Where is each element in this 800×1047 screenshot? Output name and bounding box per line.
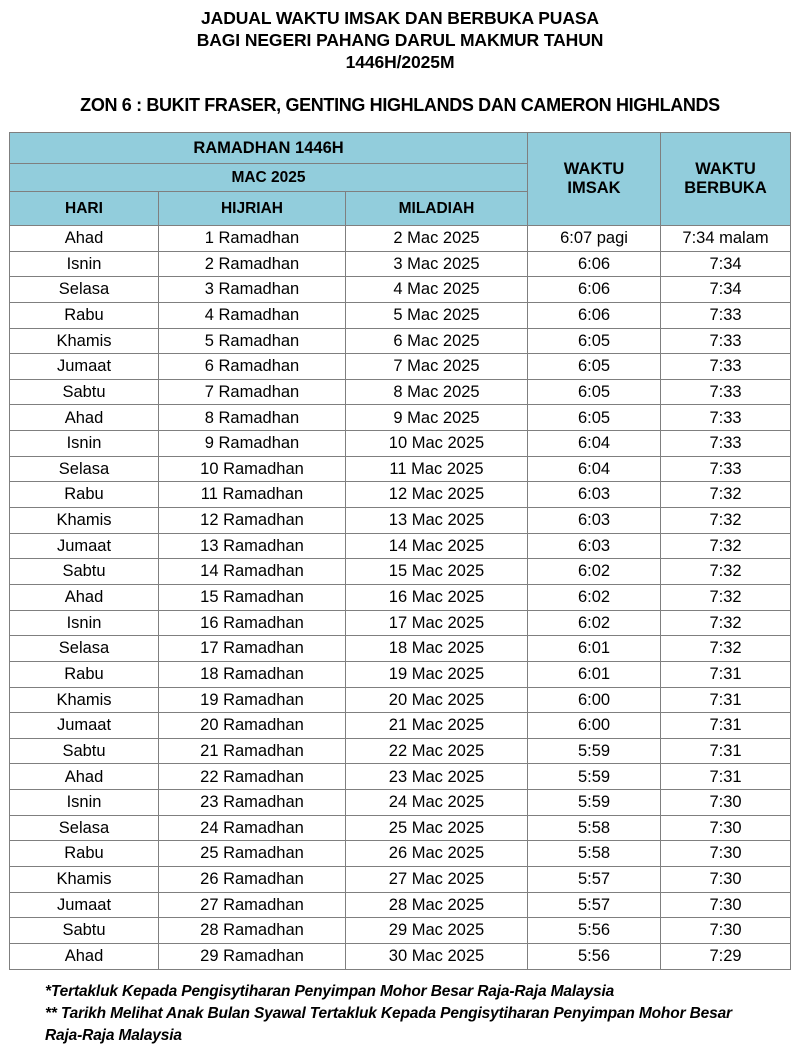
footnotes xyxy=(45,981,765,1047)
cell-imsak: 5:57 xyxy=(528,892,661,918)
cell-hari: Sabtu xyxy=(10,379,159,405)
cell-hari: Ahad xyxy=(10,764,159,790)
cell-miladiah: 7 Mac 2025 xyxy=(346,354,528,380)
cell-hijriah: 12 Ramadhan xyxy=(159,508,346,534)
cell-hijriah: 14 Ramadhan xyxy=(159,559,346,585)
cell-hijriah: 3 Ramadhan xyxy=(159,277,346,303)
cell-hari: Jumaat xyxy=(10,713,159,739)
cell-hijriah: 15 Ramadhan xyxy=(159,584,346,610)
cell-hari: Jumaat xyxy=(10,892,159,918)
cell-berbuka: 7:31 xyxy=(661,764,791,790)
cell-berbuka: 7:32 xyxy=(661,559,791,585)
cell-miladiah: 17 Mac 2025 xyxy=(346,610,528,636)
header-hari: HARI xyxy=(10,192,159,226)
table-row xyxy=(10,636,791,662)
cell-berbuka: 7:30 xyxy=(661,892,791,918)
cell-imsak: 5:59 xyxy=(528,764,661,790)
cell-hijriah: 4 Ramadhan xyxy=(159,302,346,328)
cell-berbuka: 7:34 xyxy=(661,277,791,303)
cell-berbuka: 7:30 xyxy=(661,841,791,867)
cell-miladiah: 26 Mac 2025 xyxy=(346,841,528,867)
cell-miladiah: 5 Mac 2025 xyxy=(346,302,528,328)
cell-miladiah: 6 Mac 2025 xyxy=(346,328,528,354)
cell-hari: Ahad xyxy=(10,584,159,610)
header-waktu-imsak xyxy=(528,133,661,226)
cell-imsak: 6:03 xyxy=(528,482,661,508)
cell-hijriah: 26 Ramadhan xyxy=(159,867,346,893)
cell-miladiah: 16 Mac 2025 xyxy=(346,584,528,610)
cell-berbuka: 7:33 xyxy=(661,431,791,457)
cell-hijriah: 13 Ramadhan xyxy=(159,533,346,559)
cell-imsak: 6:01 xyxy=(528,661,661,687)
header-waktu-imsak-line2: IMSAK xyxy=(567,179,621,197)
cell-berbuka: 7:33 xyxy=(661,302,791,328)
cell-miladiah: 3 Mac 2025 xyxy=(346,251,528,277)
table-row xyxy=(10,892,791,918)
table-row xyxy=(10,661,791,687)
cell-berbuka: 7:32 xyxy=(661,584,791,610)
table-row xyxy=(10,456,791,482)
cell-imsak: 6:00 xyxy=(528,687,661,713)
table-row xyxy=(10,867,791,893)
table-row xyxy=(10,482,791,508)
cell-hijriah: 22 Ramadhan xyxy=(159,764,346,790)
cell-miladiah: 21 Mac 2025 xyxy=(346,713,528,739)
table-row xyxy=(10,764,791,790)
cell-hari: Rabu xyxy=(10,661,159,687)
cell-berbuka: 7:31 xyxy=(661,738,791,764)
cell-imsak: 6:06 xyxy=(528,302,661,328)
header-row-group xyxy=(10,133,791,164)
cell-berbuka: 7:32 xyxy=(661,533,791,559)
cell-imsak: 5:58 xyxy=(528,841,661,867)
table-row xyxy=(10,943,791,969)
header-ramadhan: RAMADHAN 1446H xyxy=(10,133,528,164)
cell-imsak: 5:58 xyxy=(528,815,661,841)
schedule-table-wrapper xyxy=(9,132,790,970)
table-row xyxy=(10,790,791,816)
cell-hijriah: 16 Ramadhan xyxy=(159,610,346,636)
table-row xyxy=(10,918,791,944)
header-waktu-imsak-line1: WAKTU xyxy=(563,160,625,178)
cell-miladiah: 18 Mac 2025 xyxy=(346,636,528,662)
cell-hijriah: 6 Ramadhan xyxy=(159,354,346,380)
cell-berbuka: 7:33 xyxy=(661,405,791,431)
cell-miladiah: 24 Mac 2025 xyxy=(346,790,528,816)
cell-imsak: 5:56 xyxy=(528,943,661,969)
table-row xyxy=(10,379,791,405)
cell-hijriah: 11 Ramadhan xyxy=(159,482,346,508)
cell-miladiah: 28 Mac 2025 xyxy=(346,892,528,918)
cell-hari: Khamis xyxy=(10,867,159,893)
table-row xyxy=(10,251,791,277)
cell-miladiah: 9 Mac 2025 xyxy=(346,405,528,431)
table-row xyxy=(10,559,791,585)
cell-imsak: 6:00 xyxy=(528,713,661,739)
cell-miladiah: 27 Mac 2025 xyxy=(346,867,528,893)
cell-hijriah: 18 Ramadhan xyxy=(159,661,346,687)
cell-berbuka: 7:33 xyxy=(661,354,791,380)
cell-berbuka: 7:33 xyxy=(661,379,791,405)
title-line-1: JADUAL WAKTU IMSAK DAN BERBUKA PUASA xyxy=(201,8,599,28)
cell-miladiah: 2 Mac 2025 xyxy=(346,226,528,252)
cell-hijriah: 21 Ramadhan xyxy=(159,738,346,764)
table-row xyxy=(10,738,791,764)
cell-imsak: 6:05 xyxy=(528,354,661,380)
cell-hari: Selasa xyxy=(10,456,159,482)
cell-hijriah: 27 Ramadhan xyxy=(159,892,346,918)
cell-hijriah: 28 Ramadhan xyxy=(159,918,346,944)
cell-hari: Khamis xyxy=(10,687,159,713)
cell-berbuka: 7:30 xyxy=(661,815,791,841)
cell-imsak: 6:03 xyxy=(528,508,661,534)
cell-hijriah: 29 Ramadhan xyxy=(159,943,346,969)
cell-imsak: 6:05 xyxy=(528,328,661,354)
cell-miladiah: 14 Mac 2025 xyxy=(346,533,528,559)
cell-hijriah: 9 Ramadhan xyxy=(159,431,346,457)
cell-imsak: 6:04 xyxy=(528,431,661,457)
cell-berbuka: 7:32 xyxy=(661,508,791,534)
cell-imsak: 6:06 xyxy=(528,277,661,303)
cell-hijriah: 2 Ramadhan xyxy=(159,251,346,277)
table-body xyxy=(10,226,791,970)
cell-imsak: 6:07 pagi xyxy=(528,226,661,252)
cell-hijriah: 1 Ramadhan xyxy=(159,226,346,252)
cell-berbuka: 7:33 xyxy=(661,456,791,482)
cell-miladiah: 8 Mac 2025 xyxy=(346,379,528,405)
cell-miladiah: 13 Mac 2025 xyxy=(346,508,528,534)
cell-miladiah: 30 Mac 2025 xyxy=(346,943,528,969)
cell-imsak: 6:01 xyxy=(528,636,661,662)
cell-hijriah: 8 Ramadhan xyxy=(159,405,346,431)
table-row xyxy=(10,354,791,380)
cell-hari: Sabtu xyxy=(10,918,159,944)
cell-miladiah: 12 Mac 2025 xyxy=(346,482,528,508)
table-row xyxy=(10,431,791,457)
cell-hari: Isnin xyxy=(10,790,159,816)
cell-hari: Rabu xyxy=(10,482,159,508)
cell-imsak: 5:59 xyxy=(528,738,661,764)
table-row xyxy=(10,713,791,739)
cell-imsak: 6:02 xyxy=(528,610,661,636)
cell-miladiah: 10 Mac 2025 xyxy=(346,431,528,457)
cell-hijriah: 17 Ramadhan xyxy=(159,636,346,662)
cell-berbuka: 7:31 xyxy=(661,661,791,687)
cell-miladiah: 22 Mac 2025 xyxy=(346,738,528,764)
cell-miladiah: 19 Mac 2025 xyxy=(346,661,528,687)
cell-hijriah: 5 Ramadhan xyxy=(159,328,346,354)
cell-hari: Jumaat xyxy=(10,533,159,559)
cell-imsak: 5:59 xyxy=(528,790,661,816)
cell-imsak: 5:57 xyxy=(528,867,661,893)
table-row xyxy=(10,533,791,559)
cell-berbuka: 7:31 xyxy=(661,687,791,713)
table-row xyxy=(10,328,791,354)
table-row xyxy=(10,584,791,610)
cell-miladiah: 20 Mac 2025 xyxy=(346,687,528,713)
cell-hari: Khamis xyxy=(10,328,159,354)
cell-hari: Rabu xyxy=(10,302,159,328)
table-header xyxy=(10,133,791,226)
cell-imsak: 6:05 xyxy=(528,405,661,431)
cell-hari: Ahad xyxy=(10,226,159,252)
table-row xyxy=(10,405,791,431)
header-miladiah: MILADIAH xyxy=(346,192,528,226)
cell-berbuka: 7:33 xyxy=(661,328,791,354)
header-mac: MAC 2025 xyxy=(10,164,528,192)
table-row xyxy=(10,277,791,303)
cell-hari: Sabtu xyxy=(10,559,159,585)
footnote-1: *Tertakluk Kepada Pengisytiharan Penyimpan Mohor Besar Raja-Raja Malaysia xyxy=(45,982,615,1000)
cell-imsak: 6:05 xyxy=(528,379,661,405)
cell-miladiah: 15 Mac 2025 xyxy=(346,559,528,585)
cell-hijriah: 20 Ramadhan xyxy=(159,713,346,739)
cell-berbuka: 7:32 xyxy=(661,636,791,662)
table-row xyxy=(10,302,791,328)
table-row xyxy=(10,841,791,867)
cell-hijriah: 10 Ramadhan xyxy=(159,456,346,482)
cell-miladiah: 23 Mac 2025 xyxy=(346,764,528,790)
cell-berbuka: 7:34 malam xyxy=(661,226,791,252)
cell-hari: Jumaat xyxy=(10,354,159,380)
title-line-3: 1446H/2025M xyxy=(345,52,455,72)
cell-hari: Selasa xyxy=(10,636,159,662)
footnote-2: ** Tarikh Melihat Anak Bulan Syawal Tertakluk Kepada Pengisytiharan Penyimpan Mohor Besar Raja-Raja Malaysia xyxy=(45,1004,737,1044)
cell-hari: Isnin xyxy=(10,431,159,457)
cell-hijriah: 19 Ramadhan xyxy=(159,687,346,713)
cell-berbuka: 7:31 xyxy=(661,713,791,739)
header-waktu-berbuka xyxy=(661,133,791,226)
cell-imsak: 5:56 xyxy=(528,918,661,944)
cell-miladiah: 29 Mac 2025 xyxy=(346,918,528,944)
cell-hari: Khamis xyxy=(10,508,159,534)
cell-miladiah: 25 Mac 2025 xyxy=(346,815,528,841)
title-line-2: BAGI NEGERI PAHANG DARUL MAKMUR TAHUN xyxy=(196,30,604,50)
cell-imsak: 6:04 xyxy=(528,456,661,482)
cell-hari: Ahad xyxy=(10,943,159,969)
cell-imsak: 6:02 xyxy=(528,584,661,610)
cell-berbuka: 7:30 xyxy=(661,918,791,944)
cell-hari: Ahad xyxy=(10,405,159,431)
cell-berbuka: 7:30 xyxy=(661,790,791,816)
cell-berbuka: 7:32 xyxy=(661,482,791,508)
cell-hari: Sabtu xyxy=(10,738,159,764)
cell-berbuka: 7:32 xyxy=(661,610,791,636)
cell-hijriah: 7 Ramadhan xyxy=(159,379,346,405)
cell-berbuka: 7:30 xyxy=(661,867,791,893)
cell-imsak: 6:06 xyxy=(528,251,661,277)
cell-hari: Selasa xyxy=(10,815,159,841)
header-waktu-berbuka-line1: WAKTU xyxy=(695,160,756,178)
cell-hari: Selasa xyxy=(10,277,159,303)
zone-subtitle: ZON 6 : BUKIT FRASER, GENTING HIGHLANDS DAN CAMERON HIGHLANDS xyxy=(80,95,720,115)
table-row xyxy=(10,610,791,636)
cell-hijriah: 24 Ramadhan xyxy=(159,815,346,841)
cell-imsak: 6:02 xyxy=(528,559,661,585)
cell-hari: Rabu xyxy=(10,841,159,867)
table-row xyxy=(10,687,791,713)
page-title xyxy=(0,0,800,73)
header-waktu-berbuka-line2: BERBUKA xyxy=(684,179,767,197)
cell-miladiah: 4 Mac 2025 xyxy=(346,277,528,303)
schedule-table xyxy=(9,132,791,970)
cell-berbuka: 7:34 xyxy=(661,251,791,277)
cell-hijriah: 25 Ramadhan xyxy=(159,841,346,867)
table-row xyxy=(10,226,791,252)
cell-berbuka: 7:29 xyxy=(661,943,791,969)
cell-hari: Isnin xyxy=(10,251,159,277)
cell-imsak: 6:03 xyxy=(528,533,661,559)
table-row xyxy=(10,815,791,841)
cell-hijriah: 23 Ramadhan xyxy=(159,790,346,816)
cell-miladiah: 11 Mac 2025 xyxy=(346,456,528,482)
table-row xyxy=(10,508,791,534)
cell-hari: Isnin xyxy=(10,610,159,636)
header-hijriah: HIJRIAH xyxy=(159,192,346,226)
